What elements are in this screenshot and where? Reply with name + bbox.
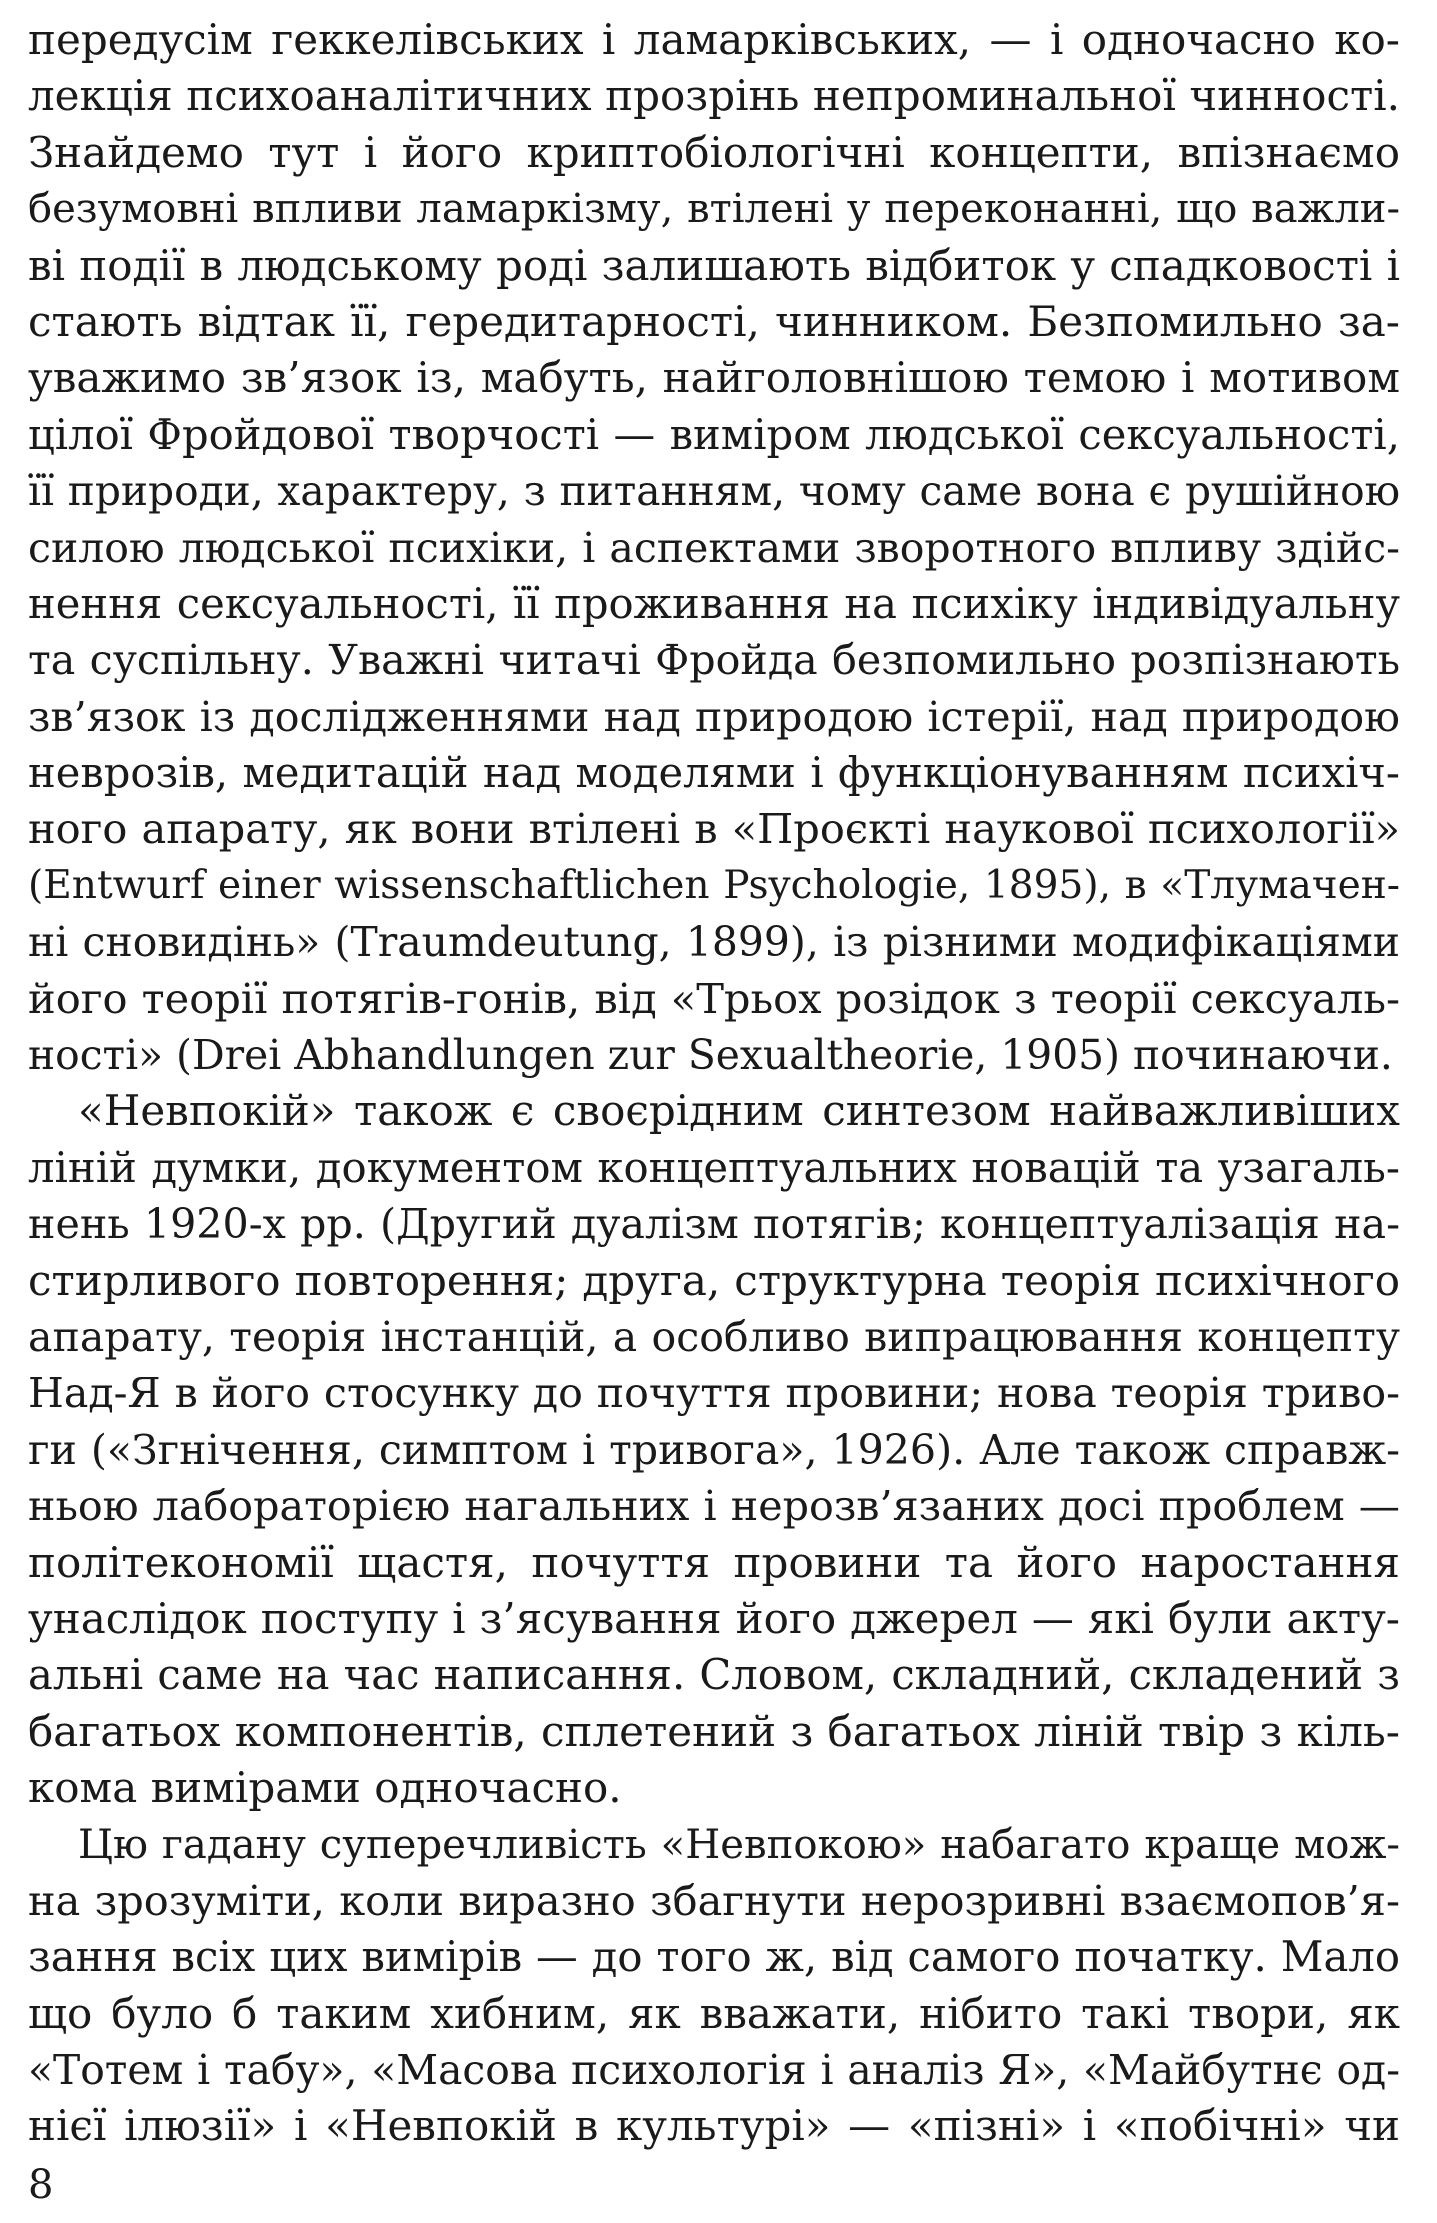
- text-line: альні саме на час написання. Словом, складний, складений з: [28, 1650, 1400, 1700]
- text-line: ні сновидінь» (Traumdeutung, 1899), із різними модифікаціями: [28, 918, 1400, 967]
- text-line: що було б таким хибним, як вважати, нібито такі твори, як: [28, 1988, 1400, 2038]
- text-line: на зрозуміти, коли виразно збагнути нерозривні взаємопов’я-: [28, 1876, 1400, 1925]
- text-line: Знайдемо тут і його криптобіологічні концепти, впізнаємо: [28, 127, 1400, 177]
- text-line: ного апарату, як вони втілені в «Проєкті наукової психології»: [28, 804, 1400, 854]
- text-line: та суспільну. Уважні читачі Фройда безпомильно розпізнають: [28, 636, 1400, 685]
- text-line: апарату, теорія інстанцій, а особливо випрацювання концепту: [28, 1312, 1400, 1361]
- text-line: нення сексуальності, її проживання на психіку індивідуальну: [28, 578, 1400, 628]
- text-line: неврозів, медитацій над моделями і функціонуванням психіч-: [28, 748, 1400, 798]
- text-line: силою людської психіки, і аспектами зворотного впливу здійс-: [28, 523, 1400, 572]
- paragraph: [28, 12, 1400, 1083]
- text-line: лекція психоаналітичних прозрінь непроминальної чинності.: [28, 71, 1400, 121]
- body-text: [28, 12, 1400, 2155]
- text-line: нієї ілюзії» і «Невпокій в культурі» — «пізні» і «побічні» чи: [28, 2101, 1400, 2151]
- text-line: безумовні впливи ламаркізму, втілені у переконанні, що важли-: [28, 186, 1400, 233]
- text-line: багатьох компонентів, сплетений з багатьох ліній твір з кіль-: [28, 1706, 1400, 1756]
- text-line: унаслідок поступу і з’ясування його джерел — які були акту-: [28, 1593, 1400, 1643]
- text-line: кома вимірами одночасно.: [28, 1763, 622, 1813]
- text-line: політекономії щастя, почуття провини та його наростання: [28, 1537, 1400, 1587]
- text-line: зання всіх цих вимірів — до того ж, від самого початку. Мало: [28, 1932, 1400, 1982]
- text-line: (Entwurf einer wissenschaftlichen Psychologie, 1895), в «Тлумачен-: [28, 862, 1400, 908]
- text-line: ліній думки, документом концептуальних новацій та узагаль-: [28, 1142, 1400, 1192]
- text-line: її природи, характеру, з питанням, чому саме вона є рушійною: [28, 467, 1400, 516]
- text-line: його теорії потягів-гонів, від «Трьох розідок з теорії сексуаль-: [28, 973, 1400, 1023]
- page-number: 8: [28, 2162, 54, 2208]
- paragraph: [28, 1083, 1400, 1816]
- text-line: стирливого повторення; друга, структурна теорія психічного: [28, 1255, 1400, 1305]
- text-line: уважимо зв’язок із, мабуть, найголовнішою темою і мотивом: [28, 353, 1400, 403]
- text-line: ві події в людському роді залишають відбиток у спадковості і: [28, 240, 1400, 290]
- text-line: Над-Я в його стосунку до почуття провини; нова теорія триво-: [28, 1369, 1400, 1418]
- text-line: ності» (Drei Abhandlungen zur Sexualtheorie, 1905) починаючи.: [28, 1031, 1393, 1080]
- text-line: цілої Фройдової творчості — виміром людської сексуальності,: [28, 409, 1400, 459]
- text-line: стають відтак її, гередитарності, чинником. Безпомильно за-: [28, 296, 1400, 346]
- text-line: Цю гадану суперечливість «Невпокою» набагато краще мож-: [78, 1821, 1400, 1868]
- text-line: зв’язок із дослідженнями над природою істерії, над природою: [28, 692, 1400, 741]
- text-line: ги («Згнічення, симптом і тривога», 1926). Але також справж-: [28, 1425, 1400, 1474]
- text-line: ньою лабораторією нагальних і нерозв’язаних досі проблем —: [28, 1482, 1400, 1531]
- text-line: «Невпокій» також є своєрідним синтезом найважливіших: [78, 1086, 1400, 1136]
- text-line: передусім геккелівських і ламарківських, — і одночасно ко-: [28, 15, 1400, 64]
- paragraph: [28, 1817, 1400, 2155]
- text-line: нень 1920-х рр. (Другий дуалізм потягів; концептуалізація на-: [28, 1200, 1400, 1249]
- text-line: «Тотем і табу», «Масова психологія і аналіз Я», «Майбутнє од-: [28, 2046, 1400, 2095]
